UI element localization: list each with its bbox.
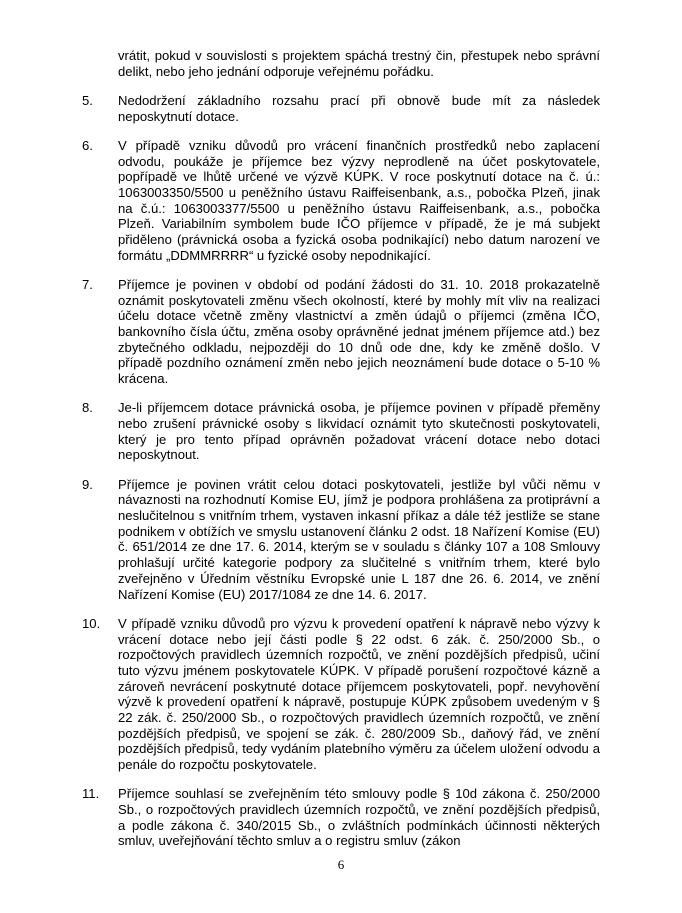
paragraph-continuation <box>82 48 600 79</box>
paragraph-number: 11. <box>82 786 100 802</box>
paragraph-9 <box>82 477 600 603</box>
paragraph-text: vrátit, pokud v souvislosti s projektem spáchá trestný čin, přestupek nebo správní delikt, nebo jeho jednání odporuje veřejnému pořádku. <box>118 48 600 79</box>
paragraph-text: Příjemce souhlasí se zveřejněním této smlouvy podle § 10d zákona č. 250/2000 Sb., o rozpočtových pravidlech územních rozpočtů, ve znění pozdějších předpisů, a podle zákona č. 340/2015 Sb., o zvláštních podmínkách účinnosti některých smluv, uveřejňování těchto smluv a o registru smluv (zákon <box>118 786 600 849</box>
paragraph-text: V případě vzniku důvodů pro výzvu k provedení opatření k nápravě nebo výzvy k vrácení dotace nebo její části podle § 22 odst. 6 zák. č. 250/2000 Sb., o rozpočtových pravidlech územních rozpočtů, ve znění pozdějších předpisů, učiní tuto výzvu jménem poskytovatele KÚPK. V případě porušení rozpočtové kázně a zároveň nevrácení poskytnuté dotace příjemcem poskytovateli, popř. nevyhovění výzvě k provedení opatření k nápravě, postupuje KÚPK způsobem uvedeným v § 22 zák. č. 250/2000 Sb., o rozpočtových pravidlech územních rozpočtů, ve znění pozdějších předpisů, ve spojení se zák. č. 280/2009 Sb., daňový řád, ve znění pozdějších předpisů, tedy vydáním platebního výměru za účelem uložení odvodu a penále do rozpočtu poskytovatele. <box>118 615 600 773</box>
paragraph-5 <box>82 93 600 124</box>
paragraph-text: Je-li příjemcem dotace právnická osoba, je příjemce povinen v případě přeměny nebo zrušení právnické osoby s likvidací oznámit tyto skutečnosti poskytovateli, který je pro tento případ oprávněn požadovat vrácení dotace nebo dotaci neposkytnout. <box>118 400 600 463</box>
paragraph-number: 7. <box>82 276 93 292</box>
paragraph-text: Příjemce je povinen vrátit celou dotaci poskytovateli, jestliže byl vůči němu v návaznosti na rozhodnutí Komise EU, jímž je podpora prohlášena za protiprávní a neslučitelnou s vnitřním trhem, vystaven inkasní příkaz a dále též jestliže se stane podnikem v obtížích ve smyslu ustanovení článku 2 odst. 18 Nařízení Komise (EU) č. 651/2014 ze dne 17. 6. 2014, kterým se v souladu s články 107 a 108 Smlouvy prohlašují určité kategorie podpory za slučitelné s vnitřním trhem, které bylo zveřejněno v Úředním věstníku Evropské unie L 187 dne 26. 6. 2014, ve znění Nařízení Komise (EU) 2017/1084 ze dne 14. 6. 2017. <box>118 476 600 602</box>
paragraph-6 <box>82 138 600 264</box>
paragraph-8 <box>82 400 600 463</box>
paragraph-number: 8. <box>82 400 93 416</box>
paragraph-text: V případě vzniku důvodů pro vrácení finančních prostředků nebo zaplacení odvodu, poukáže je příjemce bez výzvy neprodleně na účet poskytovatele, popřípadě ve lhůtě určené ve výzvě KÚPK. V roce poskytnutí dotace na č. ú.: 1063003350/5500 u peněžního ústavu Raiffeisenbank, a.s., pobočka Plzeň, jinak na č.ú.: 1063003377/5500 u peněžního ústavu Raiffeisenbank, a.s., pobočka Plzeň. Variabilním symbolem bude IČO příjemce v případě, že je má subjekt přiděleno (právnická osoba a fyzická osoba podnikající) nebo datum narození ve formátu „DDMMRRRR“ u fyzické osoby nepodnikající. <box>118 137 600 263</box>
paragraph-text: Nedodržení základního rozsahu prací při obnově bude mít za následek neposkytnutí dotace. <box>118 92 600 124</box>
paragraph-number: 10. <box>82 615 101 631</box>
paragraph-number: 5. <box>82 92 93 108</box>
page-number: 6 <box>337 857 345 872</box>
paragraph-number: 9. <box>82 476 93 492</box>
paragraph-number: 6. <box>82 137 93 153</box>
paragraph-text: Příjemce je povinen v období od podání žádosti do 31. 10. 2018 prokazatelně oznámit poskytovateli změnu všech okolností, které by mohly mít vliv na realizaci účelu dotace včetně změny vlastnictví a změn údajů o příjemci (změna IČO, bankovního čísla účtu, změna osoby oprávněné jednat jménem příjemce atd.) bez zbytečného odkladu, nejpozději do 10 dnů ode dne, kdy ke změně došlo. V případě pozdního oznámení změn nebo jejich neoznámení bude dotace o 5-10 % krácena. <box>118 276 600 387</box>
paragraph-11 <box>82 786 600 849</box>
paragraph-7 <box>82 277 600 387</box>
document-body <box>82 48 600 863</box>
paragraph-10 <box>82 616 600 773</box>
